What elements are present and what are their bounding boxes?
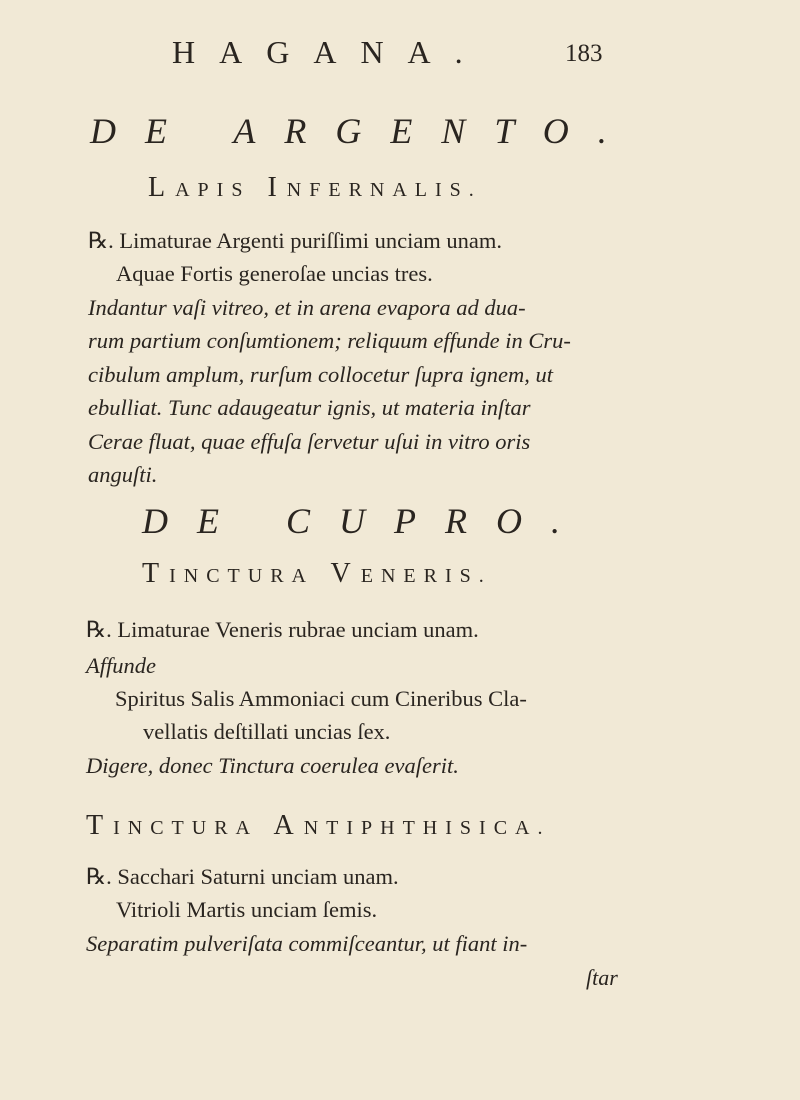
subheading-word: NFERNALIS. bbox=[286, 179, 482, 201]
subheading-word: APIS bbox=[175, 179, 251, 201]
section-heading-argento: DE ARGENTO. bbox=[90, 111, 636, 151]
catchword: ſtar bbox=[586, 965, 618, 990]
text-line: Vitrioli Martis unciam ſemis. bbox=[116, 897, 378, 922]
text-line: vellatis deſtillati uncias ſex. bbox=[143, 719, 391, 744]
subheading-initial: T bbox=[142, 558, 170, 589]
subheading-tinctura-veneris bbox=[142, 558, 492, 590]
text-line: cibulum amplum, rurſum collocetur ſupra ignem, ut bbox=[88, 362, 553, 387]
subheading-word: INCTURA bbox=[113, 817, 258, 839]
subheading-word: NTIPHTHISICA. bbox=[303, 817, 551, 839]
text-line: Affunde bbox=[86, 653, 156, 678]
subheading-tinctura-antiphthisica bbox=[86, 810, 550, 842]
subheading-initial: I bbox=[267, 172, 287, 203]
text-line: ebulliat. Tunc adaugeatur ignis, ut materia inſtar bbox=[88, 395, 531, 420]
text-line: Separatim pulveriſata commiſceantur, ut fiant in- bbox=[86, 931, 528, 956]
text-line: rum partium conſumtionem; reliquum effunde in Cru- bbox=[88, 328, 571, 353]
subheading-initial: V bbox=[330, 558, 361, 589]
subheading-word: ENERIS. bbox=[360, 565, 492, 587]
text-line: Aquae Fortis generoſae uncias tres. bbox=[116, 261, 433, 286]
subheading-lapis-infernalis bbox=[148, 172, 482, 204]
text-line: Digere, donec Tinctura coerulea evaſerit. bbox=[86, 753, 459, 778]
page-number: 183 bbox=[565, 40, 603, 67]
text-line: Indantur vaſi vitreo, et in arena evapora ad dua- bbox=[88, 295, 526, 320]
running-title: HAGANA. bbox=[172, 34, 487, 70]
text-line: anguſti. bbox=[88, 462, 158, 487]
subheading-initial: A bbox=[273, 810, 304, 841]
subheading-initial: L bbox=[148, 172, 176, 203]
section-heading-cupro: DE CUPRO. bbox=[142, 501, 589, 541]
text-line: Cerae fluat, quae effuſa ſervetur uſui in vitro oris bbox=[88, 429, 531, 454]
text-line: Spiritus Salis Ammoniaci cum Cineribus Cla- bbox=[115, 686, 527, 711]
subheading-word: INCTURA bbox=[169, 565, 314, 587]
text-line: ℞. Limaturae Veneris rubrae unciam unam. bbox=[86, 617, 479, 642]
text-line: ℞. Sacchari Saturni unciam unam. bbox=[86, 864, 399, 889]
subheading-initial: T bbox=[86, 810, 114, 841]
text-line: ℞. Limaturae Argenti puriſſimi unciam unam. bbox=[88, 228, 503, 253]
